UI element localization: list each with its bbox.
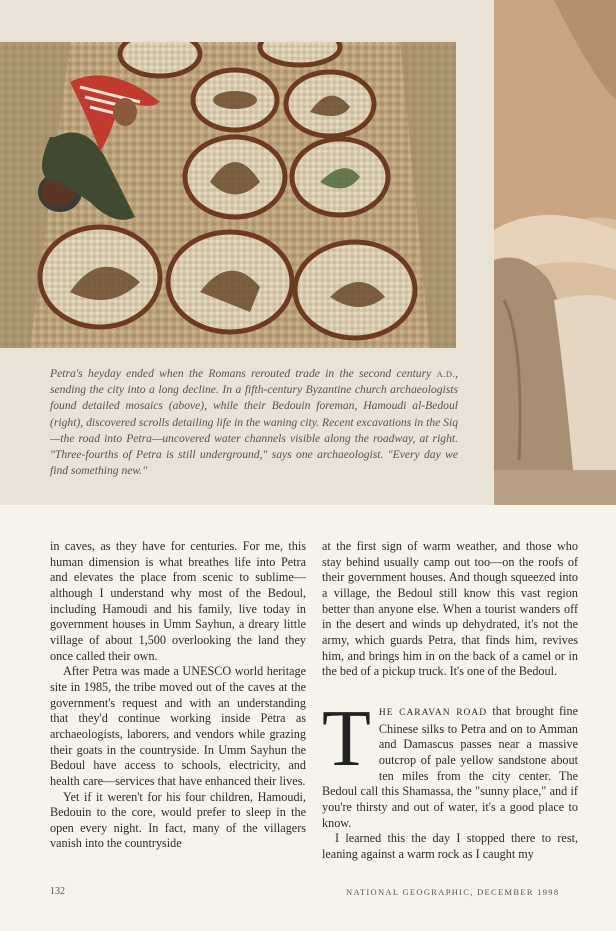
paragraph: in caves, as they have for centuries. For me, this human dimension is what breathes life into Petra and elevates the place from scenic to sublime—although I understand why most of the Bedoul, including Hamoudi and his family, live today in government houses in Umm Sayhun, a dreary little village of about 1,500 overlooking the land they once called their own. <box>50 539 306 663</box>
paragraph-text: that brought fine Chinese silks to Petra and on to Amman and Damascus passes near a massive outcrop of pale yellow sandstone about ten miles from the city center. The Bedoul call this Shamassa, the "sunny place," and if you're thirsty and out of water, it's a good place to know. <box>322 703 579 830</box>
caption-part2: , sending the city into a long decline. In a fifth-century Byzantine church archaeologists found detailed mosaics (above), while their Bedouin foreman, Hamoudi al-Bedoul (right), discovered scrolls detailing life in the waning city. Recent excavations in the Siq—the road into Petra—uncovered water channels visible along the roadway, at right. "Three-fourths of Petra is still underground," says one archaeologist. "Every day we find something new." <box>50 367 458 478</box>
paragraph: at the first sign of warm weather, and those who stay behind usually camp out too—on the roofs of their government houses. And though squeezed into a village, the Bedoul still know this vast region better than anyone else. When a tourist wanders off in the desert and winds up dehydrated, it's not the army, which guards Petra, that finds him, revives him, and brings him in on the back of a camel or in the bed of a pickup truck. It's one of the Bedoul. <box>322 539 578 679</box>
page-number: 132 <box>50 886 65 897</box>
publication-line: NATIONAL GEOGRAPHIC, DECEMBER 1998 <box>346 887 560 897</box>
caption-era: A.D. <box>436 369 456 379</box>
paragraph: After Petra was made a UNESCO world heritage site in 1985, the tribe moved out of the caves at the government's request and with an understanding that they'd continue working inside Petra as archaeologists, laborers, and vendors while grazing their goats in the countryside. In Umm Sayhun the Bedoul have access to schools, electricity, and health care—services that have enhanced their lives. <box>50 664 306 788</box>
paragraph: Yet if it weren't for his four children, Hamoudi, Bedouin to the core, would prefer to sleep in the open every night. In fact, many of the villagers vanish into the countryside <box>50 789 306 851</box>
photo-caption <box>50 366 458 479</box>
drop-cap: T <box>322 694 371 783</box>
mosaic-photo <box>0 42 456 348</box>
paragraph: I learned this the day I stopped there to rest, leaning against a warm rock as I caught my <box>322 831 578 861</box>
caption-part1: Petra's heyday ended when the Romans rerouted trade in the second century <box>50 367 437 380</box>
lead-in: HE CARAVAN ROAD <box>378 707 488 718</box>
paragraph-dropcap <box>322 694 579 831</box>
rock-photo <box>494 0 616 505</box>
body-column-left <box>50 539 306 852</box>
body-column-right <box>322 539 578 862</box>
